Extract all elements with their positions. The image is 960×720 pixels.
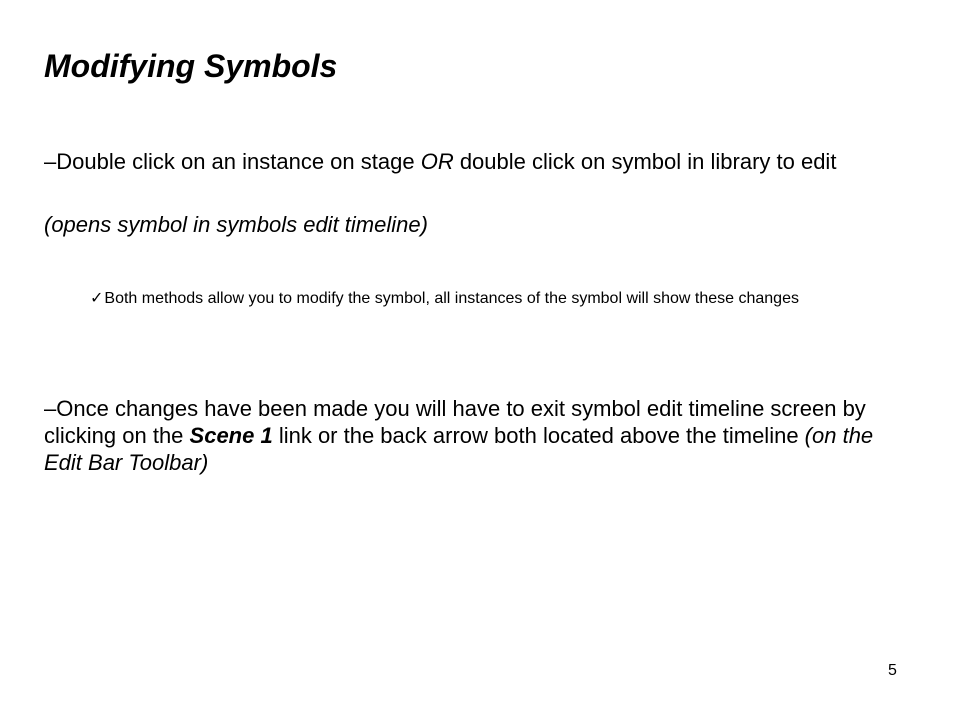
paragraph-text: link or the back arrow both located above the timeline bbox=[272, 423, 805, 448]
slide-title: Modifying Symbols bbox=[44, 48, 338, 84]
dash-bullet: – bbox=[44, 149, 57, 174]
dash-bullet: – bbox=[44, 396, 57, 421]
sub-bullet-text: Both methods allow you to modify the symbol, all instances of the symbol will show these changes bbox=[104, 290, 799, 307]
scene-link-text: Scene 1 bbox=[189, 423, 273, 448]
paragraph-text: double click on symbol in library to edit bbox=[453, 149, 837, 174]
paragraph-text: Once changes have been made you will have to exit symbol edit timeline screen by clicking on the bbox=[44, 396, 866, 448]
paragraph-edit-instructions bbox=[44, 148, 904, 175]
sub-bullet bbox=[90, 288, 926, 310]
paragraph-aside: (on the Edit Bar Toolbar) bbox=[44, 423, 874, 475]
checkmark-icon: ✓ bbox=[90, 290, 104, 307]
paragraph-exit-instructions bbox=[44, 395, 904, 476]
paragraph-note: (opens symbol in symbols edit timeline) bbox=[44, 212, 428, 237]
emphasis-or: OR bbox=[420, 149, 454, 174]
paragraph-text: Double click on an instance on stage bbox=[56, 149, 421, 174]
page-number: 5 bbox=[888, 662, 897, 679]
